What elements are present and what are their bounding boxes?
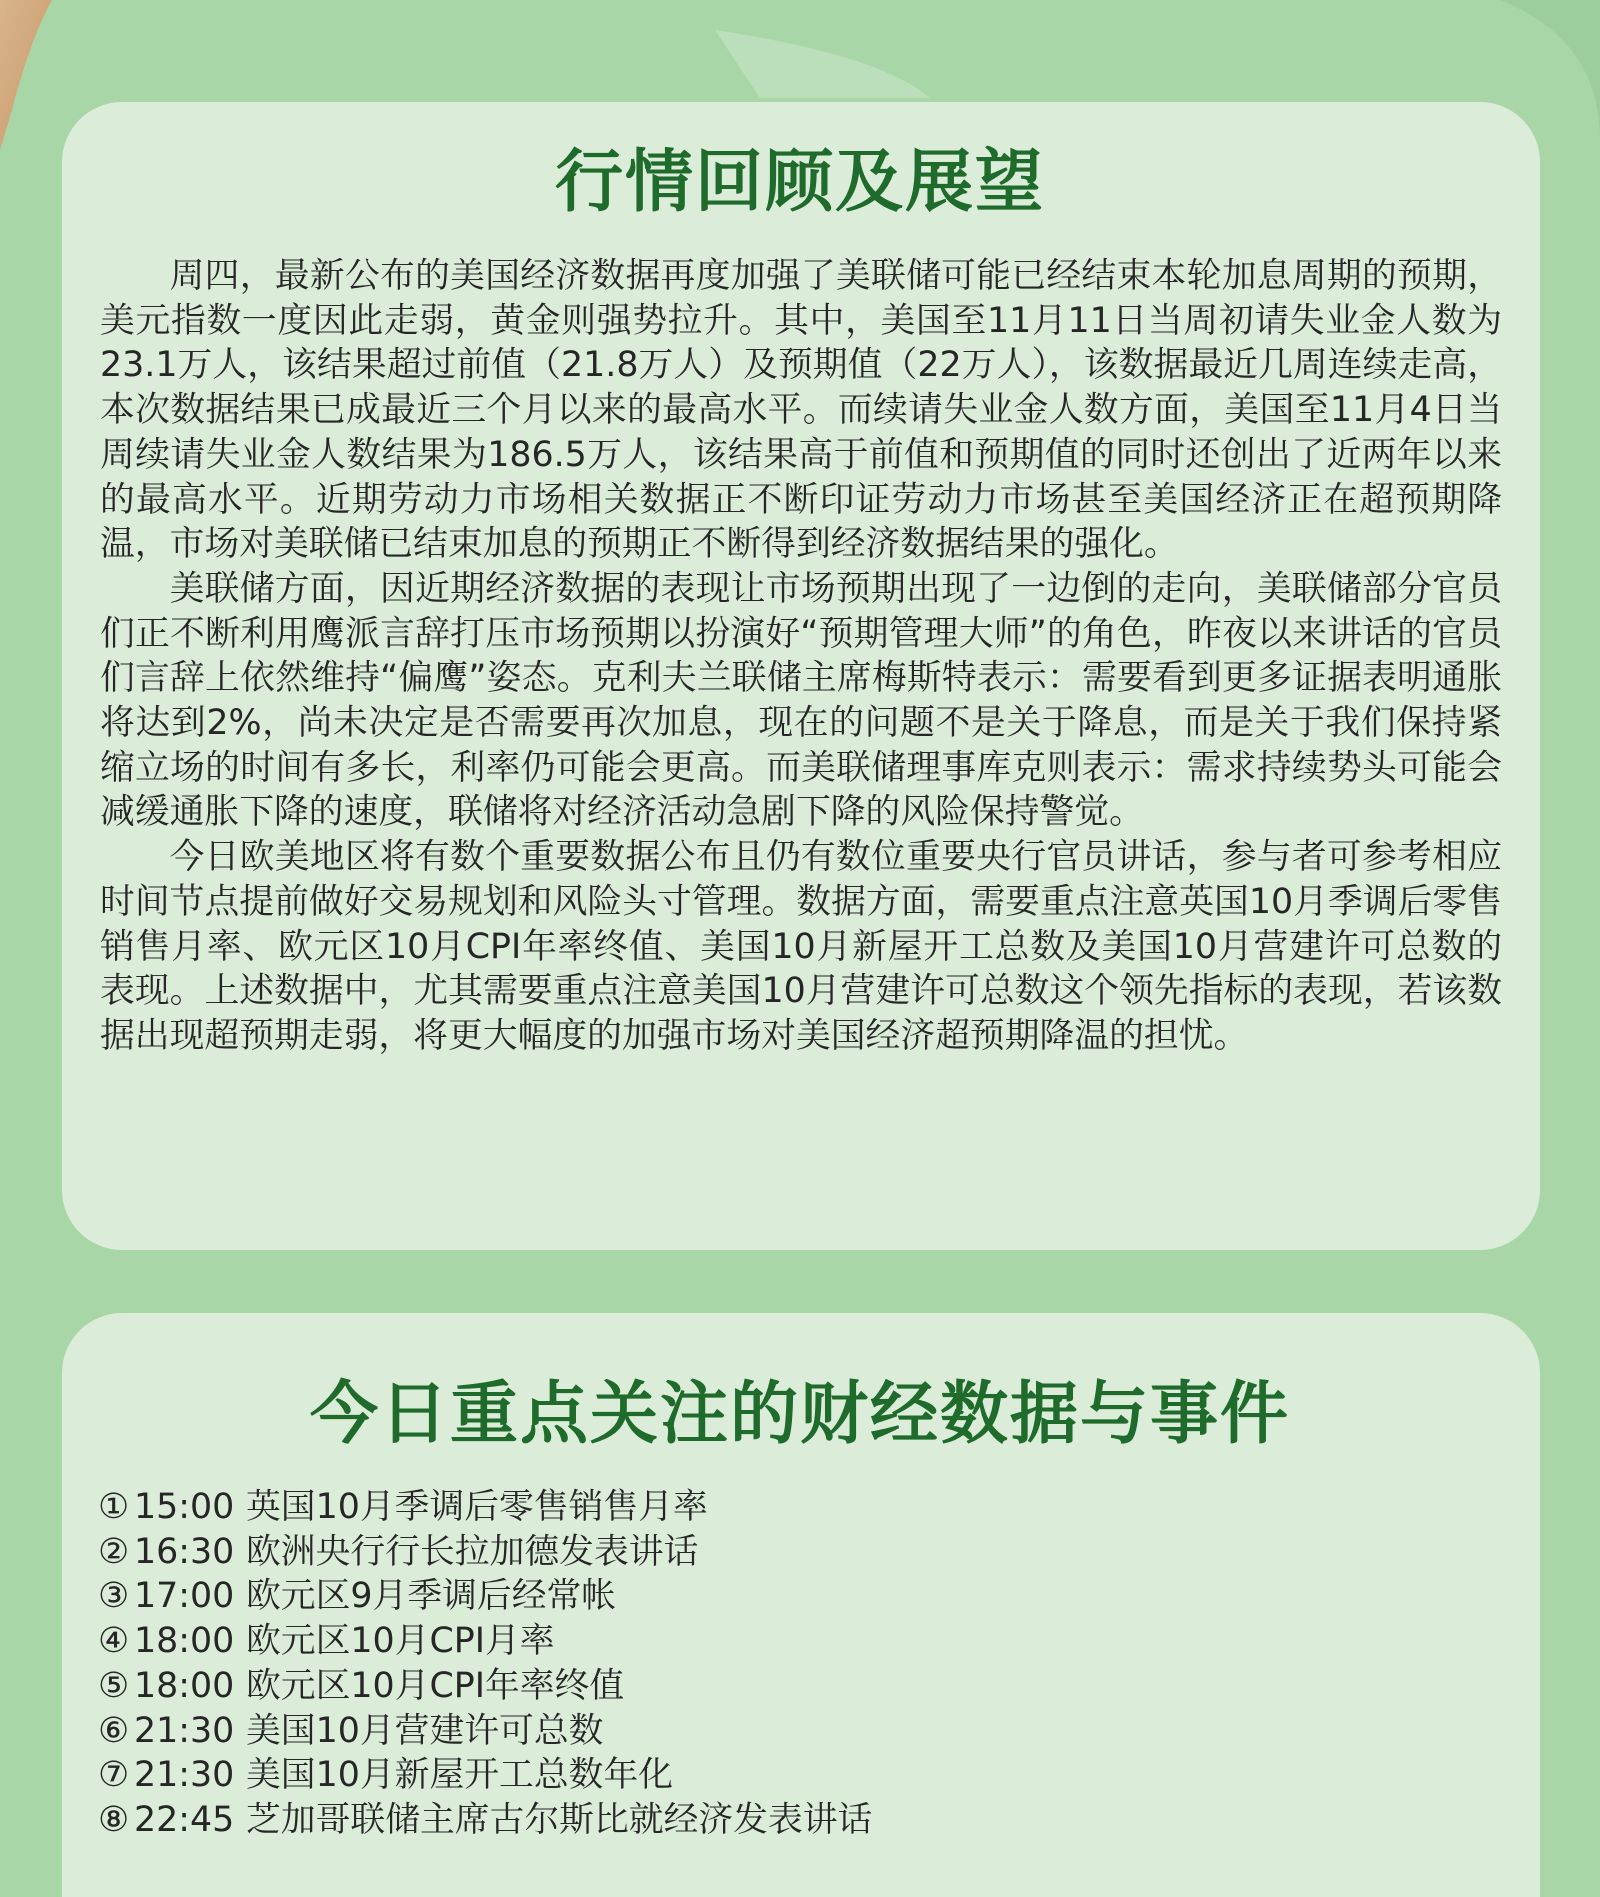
event-number: ⑧: [98, 1799, 130, 1840]
list-item: [98, 1485, 1498, 1530]
event-text: 欧元区10月CPI年率终值: [246, 1665, 625, 1706]
article-paragraph: 周四，最新公布的美国经济数据再度加强了美联储可能已经结束本轮加息周期的预期，美元指数一度因此走弱，黄金则强势拉升。其中，美国至11月11日当周初请失业金人数为23.1万人，该结果超过前值（21.8万人）及预期值（22万人），该数据最近几周连续走高，本次数据结果已成最近三个月以来的最高水平。而续请失业金人数方面，美国至11月4日当周续请失业金人数结果为186.5万人，该结果高于前值和预期值的同时还创出了近两年以来的最高水平。近期劳动力市场相关数据正不断印证劳动力市场甚至美国经济正在超预期降温，市场对美联储已结束加息的预期正不断得到经济数据结果的强化。: [100, 256, 1502, 565]
event-number: ④: [98, 1621, 130, 1662]
event-text: 欧洲央行行长拉加德发表讲话: [246, 1531, 699, 1572]
article-paragraph: 今日欧美地区将有数个重要数据公布且仍有数位重要央行官员讲话，参与者可参考相应时间节点提前做好交易规划和风险头寸管理。数据方面，需要重点注意英国10月季调后零售销售月率、欧元区10月CPI年率终值、美国10月新屋开工总数及美国10月营建许可总数的表现。上述数据中，尤其需要重点注意美国10月营建许可总数这个领先指标的表现，若该数据出现超预期走弱，将更大幅度的加强市场对美国经济超预期降温的担忧。: [100, 837, 1502, 1056]
list-item: [98, 1530, 1498, 1575]
event-text: 欧元区9月季调后经常帐: [246, 1576, 617, 1617]
event-number: ②: [98, 1531, 130, 1572]
event-number: ⑥: [98, 1710, 130, 1751]
list-item: [98, 1619, 1498, 1664]
list-item: [98, 1574, 1498, 1619]
event-time: 21:30: [134, 1755, 235, 1796]
event-time: 18:00: [134, 1621, 235, 1662]
event-time: 21:30: [134, 1710, 235, 1751]
event-number: ⑤: [98, 1665, 130, 1706]
page-title: 行情回顾及展望: [554, 143, 1045, 222]
event-time: 22:45: [134, 1799, 235, 1840]
list-item: [98, 1753, 1498, 1798]
list-item: [98, 1664, 1498, 1709]
event-time: 17:00: [134, 1576, 235, 1617]
event-text: 欧元区10月CPI月率: [246, 1621, 555, 1662]
article-paragraph: 美联储方面，因近期经济数据的表现让市场预期出现了一边倒的走向，美联储部分官员们正不断利用鹰派言辞打压市场预期以扮演好“预期管理大师”的角色，昨夜以来讲话的官员们言辞上依然维持“偏鹰”姿态。克利夫兰联储主席梅斯特表示：需要看到更多证据表明通胀将达到2%，尚未决定是否需要再次加息，现在的问题不是关于降息，而是关于我们保持紧缩立场的时间有多长，利率仍可能会更高。而美联储理事库克则表示：需求持续势头可能会减缓通胀下降的速度，联储将对经济活动急剧下降的风险保持警觉。: [100, 568, 1502, 833]
event-text: 英国10月季调后零售销售月率: [246, 1487, 708, 1527]
events-title: 今日重点关注的财经数据与事件: [309, 1375, 1290, 1454]
market-review-article: [100, 254, 1502, 1059]
event-text: 芝加哥联储主席古尔斯比就经济发表讲话: [246, 1799, 873, 1840]
event-time: 16:30: [134, 1531, 235, 1572]
list-item: [98, 1709, 1498, 1754]
event-number: ①: [98, 1487, 130, 1527]
event-time: 18:00: [134, 1665, 235, 1706]
corner-photo-strip: [0, 0, 52, 150]
event-number: ③: [98, 1576, 130, 1617]
event-text: 美国10月新屋开工总数年化: [246, 1755, 674, 1796]
events-list: [98, 1485, 1498, 1843]
event-time: 15:00: [134, 1487, 235, 1527]
list-item: [98, 1798, 1498, 1843]
event-number: ⑦: [98, 1755, 130, 1796]
light-streak: [715, 30, 930, 98]
event-text: 美国10月营建许可总数: [246, 1710, 604, 1751]
